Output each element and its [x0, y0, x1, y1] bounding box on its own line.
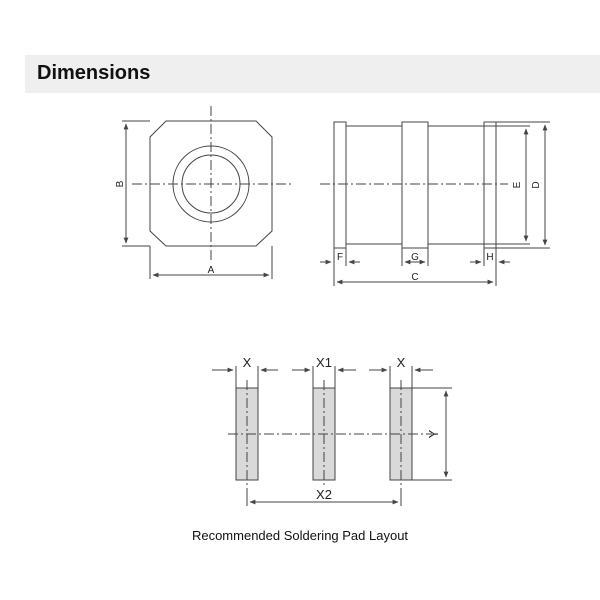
pad-layout	[212, 366, 452, 506]
label-b: B	[115, 180, 126, 188]
label-x1: X1	[316, 355, 332, 370]
label-d: D	[531, 181, 542, 189]
label-y: Y	[426, 429, 441, 439]
front-view	[122, 106, 292, 279]
label-e: E	[512, 181, 523, 189]
right-flange	[484, 122, 496, 248]
label-h: H	[486, 252, 494, 263]
middle-band	[402, 122, 428, 248]
label-x-right: X	[396, 355, 406, 370]
label-a: A	[207, 265, 215, 276]
left-flange	[334, 122, 346, 248]
label-f: F	[336, 252, 344, 263]
side-view	[320, 122, 550, 286]
label-g: G	[411, 252, 419, 263]
label-x-left: X	[242, 355, 252, 370]
label-c: C	[411, 272, 419, 283]
page-title: Dimensions	[37, 62, 151, 84]
pad-layout-caption: Recommended Soldering Pad Layout	[191, 528, 409, 543]
label-x2: X2	[316, 487, 332, 502]
